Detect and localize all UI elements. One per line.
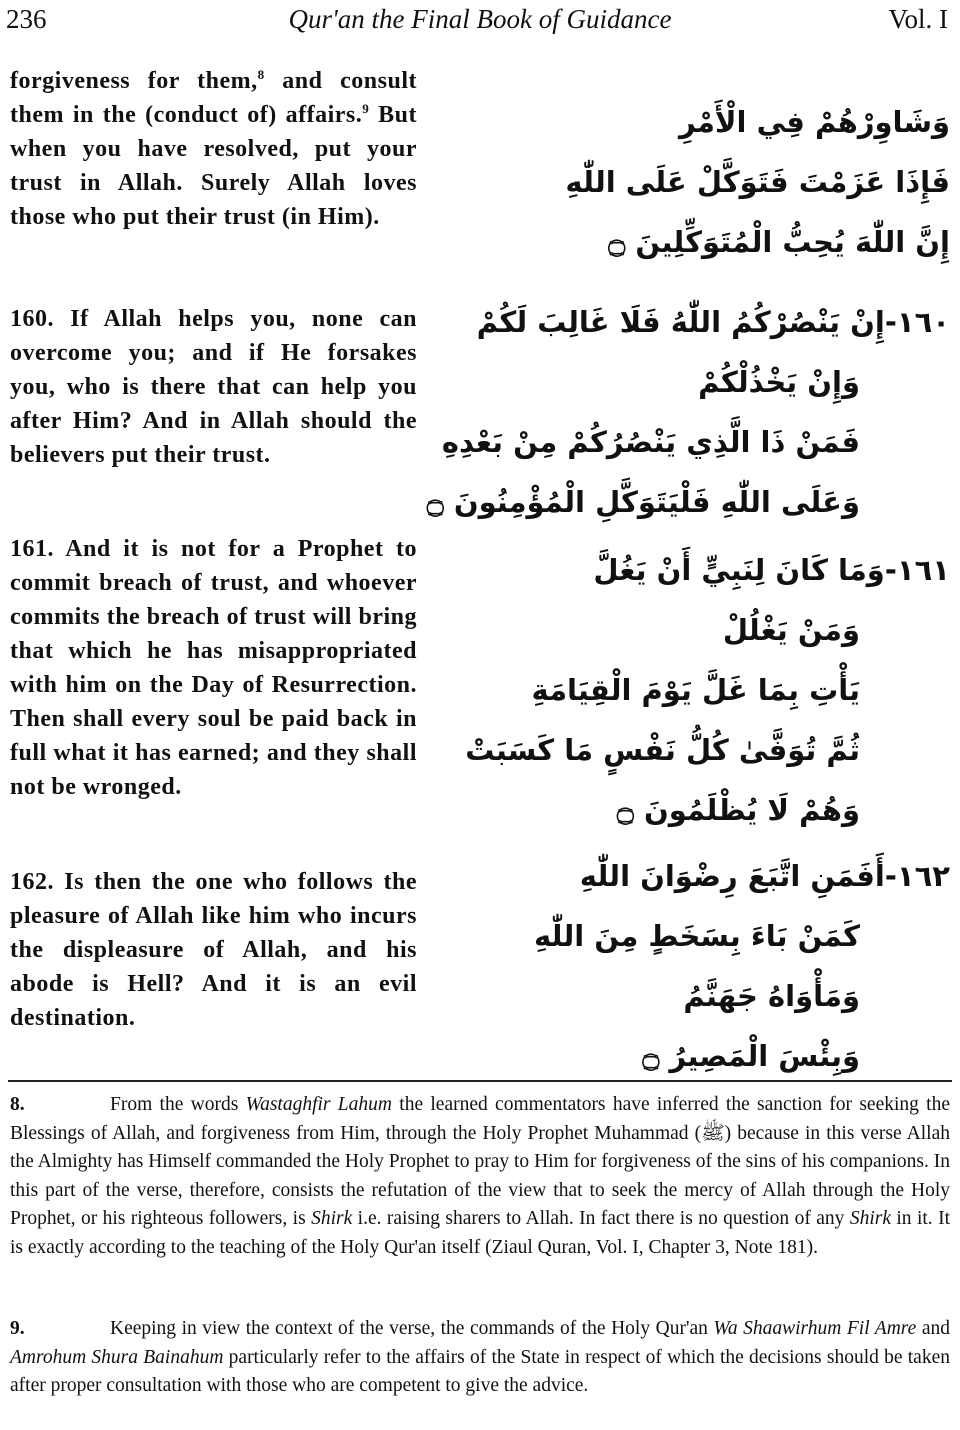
page-header — [0, 0, 960, 40]
verse-translation-159-end — [10, 64, 417, 234]
footnote-italic: Shirk — [849, 1208, 891, 1229]
footnote-ref-8[interactable]: 8 — [257, 67, 265, 82]
verse-marker: ١٦١- — [884, 553, 950, 587]
arabic-line: ثُمَّ تُوَفَّىٰ كُلُّ نَفْسٍ مَا كَسَبَتْ — [465, 733, 860, 767]
footnote-italic: Shirk — [311, 1208, 353, 1229]
footnote-text: in it. It is exactly according to the teaching of the Holy Qur'an itself (Ziaul Quran, Vol. I, Chapter 3, Note 181). — [10, 1208, 950, 1258]
arabic-line — [470, 846, 950, 906]
arabic-line: يَأْتِ بِمَا غَلَّ يَوْمَ الْقِيَامَةِ — [531, 673, 860, 707]
verse-text: But when you have resolved, put your trust in Allah. Surely Allah loves those who put their trust (in Him). — [10, 102, 417, 230]
footnote-divider — [8, 1080, 952, 1082]
verse-translation-160: 160. If Allah helps you, none can overcome you; and if He forsakes you, who is there that can help you after Him? And in Allah should the believers put their trust. — [10, 306, 417, 468]
arabic-line: فَمَنْ ذَا الَّذِي يَنْصُرُكُمْ مِنْ بَعْدِهِ — [441, 425, 860, 459]
footnote-italic: Wa Shaawirhum Fil Amre — [713, 1318, 917, 1339]
verse-translation-161: 161. And it is not for a Prophet to commit breach of trust, and whoever commits the breach of trust will bring that which he has misappropriated with him on the Day of Resurrection. Then shall every soul be paid back in full what it has earned; and they shall not be wronged. — [10, 536, 417, 800]
arabic-line: وَمَأْوَاهُ جَهَنَّمُ — [683, 979, 860, 1013]
book-title: Qur'an the Final Book of Guidance — [288, 4, 672, 34]
arabic-text: إِنْ يَنْصُرْكُمُ اللّٰهُ فَلَا غَالِبَ لَكُمْ — [476, 305, 885, 339]
footnote-9 — [10, 1315, 950, 1401]
footnote-text: Keeping in view the context of the verse, the commands of the Holy Qur'an — [110, 1318, 714, 1339]
arabic-verse-160 — [426, 292, 950, 532]
footnote-text: From the words — [110, 1094, 246, 1115]
verse-text: forgiveness for them, — [10, 68, 258, 94]
arabic-line: وَعَلَى اللّٰهِ فَلْيَتَوَكَّلِ الْمُؤْمِنُونَ ۝ — [426, 485, 860, 519]
footnote-text: i.e. raising sharers to Allah. In fact there is no question of any — [352, 1208, 850, 1229]
arabic-verse-159-end — [470, 92, 950, 272]
page-number: 236 — [6, 4, 47, 34]
arabic-line: إِنَّ اللّٰهَ يُحِبُّ الْمُتَوَكِّلِينَ ۝ — [608, 225, 950, 259]
footnote-italic: Wastaghfir Lahum — [245, 1094, 392, 1115]
arabic-text: أَفَمَنِ اتَّبَعَ رِضْوَانَ اللّٰهِ — [579, 859, 885, 893]
arabic-text: وَمَا كَانَ لِنَبِيٍّ أَنْ يَغُلَّ — [593, 553, 885, 587]
volume-label: Vol. I — [888, 4, 948, 34]
arabic-line: وَمَنْ يَغْلُلْ — [722, 613, 860, 647]
footnote-text: and — [916, 1318, 951, 1339]
arabic-line: وَبِئْسَ الْمَصِيرُ ۝ — [642, 1039, 860, 1073]
verse-marker: ١٦٢- — [884, 859, 950, 893]
footnote-text: the learned commentators have inferred the sanction for seeking the Blessings of Allah, and forgiveness from Him, through the Holy Prophet Muhammad (ﷺ) because in this verse Allah the Almighty has Himself commanded the Holy Prophet to pray to Him for forgiveness of the sins of his companions. In this part of the verse, therefore, consists the refutation of the view that to seek the mercy of Allah through the Holy Prophet, or his righteous followers, is — [10, 1094, 951, 1229]
footnote-8 — [10, 1091, 950, 1262]
arabic-line: وَشَاوِرْهُمْ فِي الْأَمْرِ — [678, 105, 950, 139]
arabic-verse-161 — [465, 540, 950, 840]
arabic-line — [470, 292, 950, 352]
verse-marker: ١٦٠- — [884, 305, 950, 339]
footnote-text: particularly refer to the affairs of the State in respect of which the decisions should be taken after proper consultation with those who are competent to give the advice. — [10, 1346, 950, 1396]
footnote-ref-9[interactable]: 9 — [362, 101, 370, 116]
arabic-line: فَإِذَا عَزَمْتَ فَتَوَكَّلْ عَلَى اللّٰهِ — [565, 165, 950, 199]
footnote-number: 9. — [10, 1318, 25, 1339]
arabic-line: كَمَنْ بَاءَ بِسَخَطٍ مِنَ اللّٰهِ — [533, 919, 860, 953]
arabic-verse-162 — [470, 846, 950, 1086]
arabic-line: وَإِنْ يَخْذُلْكُمْ — [698, 365, 860, 399]
arabic-line: وَهُمْ لَا يُظْلَمُونَ ۝ — [616, 793, 860, 827]
verse-translation-162: 162. Is then the one who follows the pleasure of Allah like him who incurs the displeasure of Allah, and his abode is Hell? And it is an evil destination. — [10, 869, 417, 1031]
arabic-line — [470, 540, 950, 600]
footnote-italic: Amrohum Shura Bainahum — [10, 1346, 224, 1368]
footnote-number: 8. — [10, 1094, 25, 1115]
verse-text: and consult them in the (conduct of) affairs. — [10, 68, 418, 128]
